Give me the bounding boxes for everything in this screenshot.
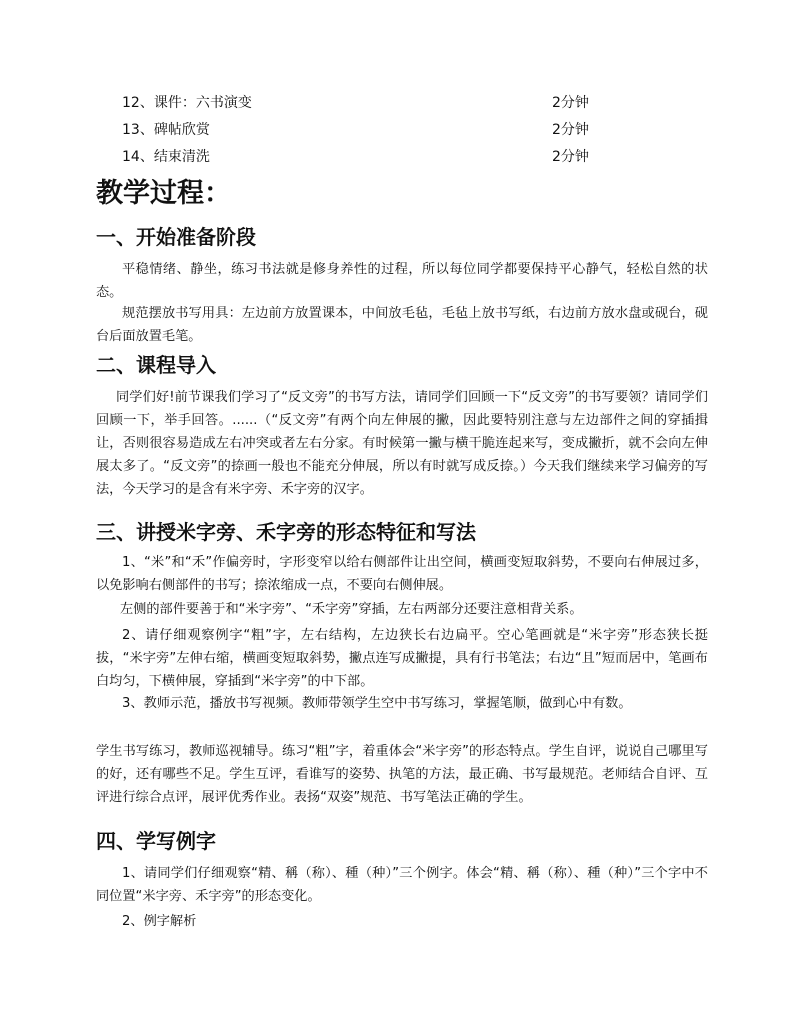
paragraph: 平稳情绪、静坐，练习书法就是修身养性的过程，所以每位同学都要保持平心静气，轻松自然的状态。 (96, 262, 708, 300)
paragraph: 左侧的部件要善于和“米字旁”、“禾字旁”穿插，左右两部分还要注意相背关系。 (120, 602, 583, 617)
schedule-item: 12、课件：六书演变 (122, 95, 252, 111)
paragraph: 2、请仔细观察例字“粗”字，左右结构，左边狭长右边扁平。空心笔画就是“米字旁”形态狭长挺拔，“米字旁”左伸右缩，横画变短取斜势，撇点连写成撇提，具有行书笔法；右边“且”短而居中，笔画布白均匀，下横伸展，穿插到“米字旁”的中下部。 (96, 628, 708, 689)
schedule-time: 2分钟 (552, 122, 589, 138)
section-heading: 二、课程导入 (96, 353, 216, 377)
schedule-item: 13、碑帖欣赏 (122, 122, 210, 138)
section-heading: 四、学写例字 (96, 829, 216, 853)
section-heading: 三、讲授米字旁、禾字旁的形态特征和写法 (96, 520, 476, 544)
schedule-time: 2分钟 (552, 149, 589, 165)
schedule-item: 14、结束清洗 (122, 149, 210, 165)
section-heading: 一、开始准备阶段 (96, 225, 256, 249)
paragraph: 规范摆放书写用具：左边前方放置课本，中间放毛毡，毛毡上放书写纸，右边前方放水盘或砚台，砚台后面放置毛笔。 (96, 306, 708, 344)
paragraph: 学生书写练习，教师巡视辅导。练习“粗”字，着重体会“米字旁”的形态特点。学生自评，说说自己哪里写的好，还有哪些不足。学生互评，看谁写的姿势、执笔的方法，最正确、书写最规范。老师结合自评、互评进行综合点评，展评优秀作业。表扬“双姿”规范、书写笔法正确的学生。 (96, 744, 708, 805)
schedule-row (122, 92, 602, 114)
schedule-row (122, 119, 602, 141)
paragraph: 1、“米”和“禾”作偏旁时，字形变窄以给右侧部件让出空间，横画变短取斜势，不要向右伸展过多，以免影响右侧部件的书写；捺浓缩成一点，不要向右侧伸展。 (96, 555, 708, 593)
paragraph: 同学们好!前节课我们学习了“反文旁”的书写方法，请同学们回顾一下“反文旁”的书写要领？请同学们回顾一下，举手回答。......（“反文旁”有两个向左伸展的撇，因此要特别注意与左边部件之间的穿插揖让，否则很容易造成左右冲突或者左右分家。有时候第一撇与横干脆连起来写，变成撇折，就不会向左伸展太多了。“反文旁”的捺画一般也不能充分伸展，所以有时就写成反捺。）今天我们继续来学习偏旁的写法，今天学习的是含有米字旁、禾字旁的汉字。 (96, 390, 708, 497)
paragraph: 1、请同学们仔细观察“精、稱（称）、種（种）”三个例字。体会“精、稱（称）、種（种）”三个字中不同位置“米字旁、禾字旁”的形态变化。 (96, 866, 708, 904)
paragraph: 2、例字解析 (122, 914, 197, 929)
schedule-time: 2分钟 (552, 95, 589, 111)
page-title: 教学过程： (96, 178, 231, 209)
paragraph: 3、教师示范，播放书写视频。教师带领学生空中书写练习，掌握笔顺，做到心中有数。 (122, 696, 632, 711)
schedule-row (122, 146, 602, 168)
